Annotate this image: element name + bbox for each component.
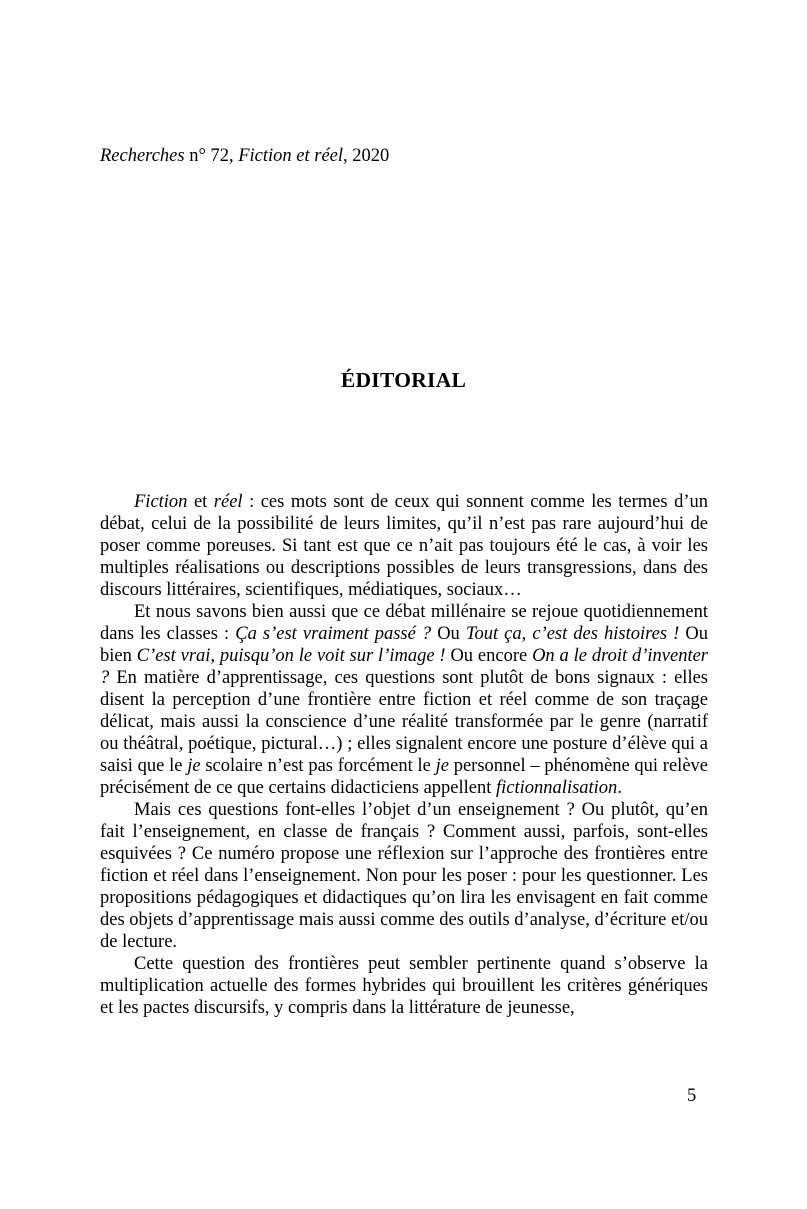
text-italic: C’est vrai, puisqu’on le voit sur l’image ! bbox=[136, 646, 446, 666]
text-italic: fictionnalisation bbox=[496, 778, 618, 798]
text-run: et bbox=[187, 492, 214, 512]
page-number: 5 bbox=[687, 1086, 697, 1106]
page-title: ÉDITORIAL bbox=[340, 368, 467, 392]
text-italic: Fiction bbox=[134, 492, 188, 512]
paragraph-4: Cette question des frontières peut sembler pertinente quand s’observe la multiplication actuelle des formes hybrides qui brouillent les critères génériques et les pactes discursifs, y compris dans la littérature de jeunesse, bbox=[100, 954, 708, 1018]
paragraph-3: Mais ces questions font-elles l’objet d’un enseignement ? Ou plutôt, qu’en fait l’enseignement, en classe de français ? Comment aussi, parfois, sont-elles esquivées ? Ce numéro propose une réflexion sur l’approche des frontières entre fiction et réel dans l’enseignement. Non pour les poser : pour les questionner. Les propositions pédagogiques et didactiques qu’on lira les envisagent en fait comme des objets d’apprentissage mais aussi comme des outils d’analyse, d’écriture et/ou de lecture. bbox=[100, 800, 708, 952]
text-run: personnel – phénomène qui relève précisément de ce que certains didacticiens appellent bbox=[100, 756, 708, 798]
paragraph-1 bbox=[100, 491, 708, 601]
text-run: Et nous savons bien aussi que ce débat millénaire se rejoue quotidiennement dans les classes : bbox=[100, 602, 708, 644]
text-italic: On a le droit d’inventer ? bbox=[100, 646, 709, 688]
text-italic: je bbox=[435, 756, 449, 776]
running-header bbox=[100, 145, 389, 167]
text-italic: Tout ça, c’est des histoires ! bbox=[465, 624, 680, 644]
text-italic: Ça s’est vraiment passé ? bbox=[235, 624, 432, 644]
text-italic: je bbox=[187, 756, 201, 776]
text-run: Ou bbox=[431, 624, 466, 644]
paragraph-2 bbox=[100, 601, 708, 799]
article-body bbox=[100, 491, 708, 1019]
text-run: : ces mots sont de ceux qui sonnent comme les termes d’un débat, celui de la possibilité de leurs limites, qu’il n’est pas rare aujourd’hui de poser comme poreuses. Si tant est que ce n’ait pas toujours été le cas, à voir les multiples réalisations ou descriptions possibles de leurs transgressions, dans des discours littéraires, scientifiques, médiatiques, sociaux… bbox=[100, 492, 708, 600]
text-run: Ou bien bbox=[100, 624, 708, 666]
text-run: . bbox=[617, 778, 622, 798]
issue-number: n° 72, bbox=[184, 146, 239, 166]
issue-theme: Fiction et réel bbox=[238, 146, 344, 166]
issue-year: , 2020 bbox=[343, 146, 390, 166]
text-italic: réel bbox=[213, 492, 243, 512]
text-run: En matière d’apprentissage, ces questions sont plutôt de bons signaux : elles disent la perception d’une frontière entre fiction et réel comme de son traçage délicat, mais aussi la conscience d’une réalité transformée par le genre (narratif ou théâtral, poétique, pictural…) ; elles signalent encore une posture d’élève qui a saisi que le bbox=[100, 668, 708, 776]
text-run: scolaire n’est pas forcément le bbox=[200, 756, 436, 776]
journal-name: Recherches bbox=[100, 146, 185, 166]
text-run: Ou encore bbox=[445, 646, 533, 666]
